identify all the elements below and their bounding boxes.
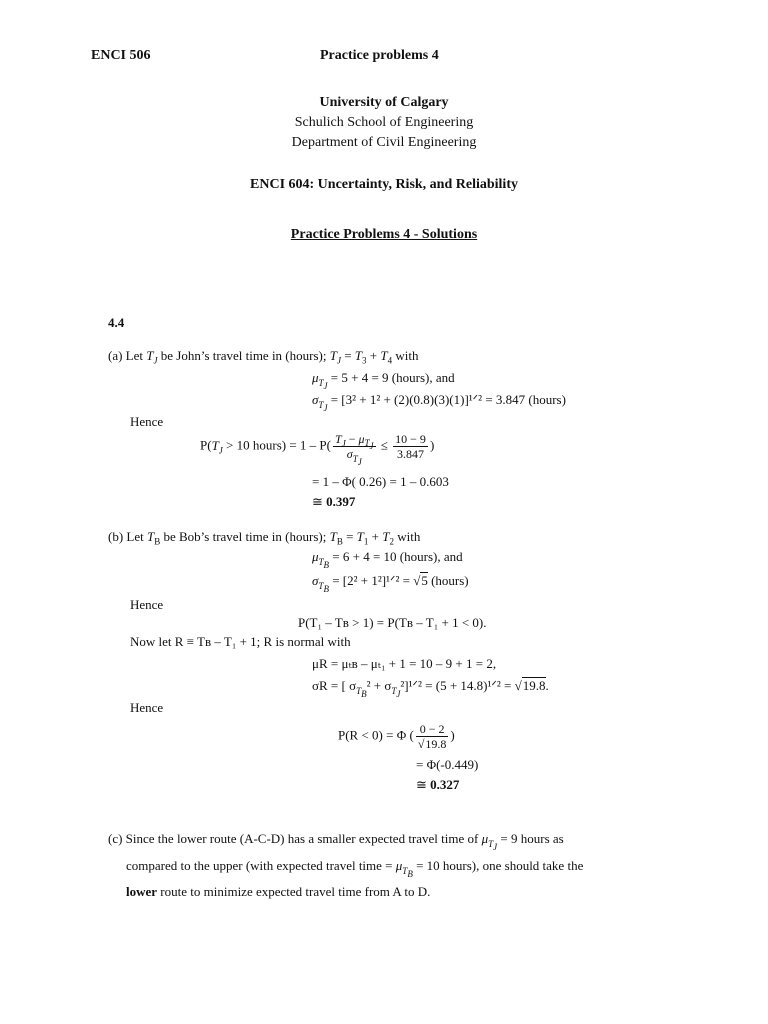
part-a-result: ≅ 0.397 [312, 494, 356, 509]
part-b-sigma-r: σR = [ $\sigma_{T_B}^2$ + $\sigma_{T_J}^2]^1ᐟ^2 = (5$ + 14.8)¹ᐟ² = √19.8. [312, 678, 549, 699]
part-b-mu-r: μR = μₜʙ – μₜ₁ + 1 = 10 – 9 + 1 = 2, [312, 656, 497, 671]
part-b-hence2: Hence [130, 700, 164, 715]
course-title: ENCI 604: Uncertainty, Risk, and Reliability [250, 177, 518, 192]
university-name: University of Calgary [319, 95, 449, 110]
part-b-hence: Hence [130, 597, 164, 612]
part-a-mu: $\mu_{T_J} = 5 + 4 = 9$ (hours), and [312, 370, 455, 391]
part-c-line1: (c) Since the lower route (A-C-D) has a smaller expected travel time of $\mu_{T_J} = 9$ hours as [108, 831, 564, 852]
part-b-now-let: Now let R ≡ Tʙ – T₁ + 1; R is normal with [130, 634, 351, 649]
part-a-hence: Hence [130, 414, 164, 429]
course-code: ENCI 506 [91, 48, 151, 63]
part-b-pr-zero: P(R < 0) = Φ ( $\frac{0 - 2}{√19.8}$ ) [338, 722, 455, 751]
part-c-line3: lower route to minimize expected travel time from A to D. [126, 884, 431, 899]
part-a-probability: $P(T_J > 10$ hours) = 1 – P( $\frac{T_J - \mu_{T_J}}{\sigma_{T_J}}$ ≤ $\frac{10 - 9}{3.847}$ ) [200, 432, 435, 467]
part-b-prob-line: P(T₁ – Tʙ > 1) = P(Tʙ – T₁ + 1 < 0). [298, 615, 487, 630]
school-name: Schulich School of Engineering [294, 115, 474, 130]
part-b-sigma: $\sigma_{T_B} = [2^2$ + 1²]¹ᐟ² = √5 (hours) [312, 573, 469, 594]
part-b-mu: $\mu_{T_B} = 6 + 4 = 10$ (hours), and [312, 549, 463, 570]
part-a-intro: (a) Let $T_J$ be John’s travel time in (hours); $T_J = T_3 + T_4$ with [108, 348, 419, 366]
department-name: Department of Civil Engineering [291, 135, 477, 150]
part-b-result: ≅ 0.327 [416, 777, 460, 792]
part-b-phi-line: = Φ(-0.449) [416, 757, 479, 772]
part-a-phi-line: = 1 – Φ( 0.26) = 1 – 0.603 [312, 474, 449, 489]
solutions-title: Practice Problems 4 - Solutions [290, 227, 478, 242]
part-b-intro: (b) Let $T_B$ be Bob’s travel time in (hours); $T_B = T_1 + T_2$ with [108, 529, 421, 547]
problem-number: 4.4 [108, 315, 125, 330]
header-title: Practice problems 4 [320, 48, 439, 63]
part-c-line2: compared to the upper (with expected travel time = $\mu_{T_B} = 10$ hours), one should take the [126, 858, 584, 879]
part-a-sigma: $\sigma_{T_J} = [3^2 + 1^2$ + (2)(0.8)(3)(1)]¹ᐟ² = 3.847 (hours) [312, 392, 566, 413]
